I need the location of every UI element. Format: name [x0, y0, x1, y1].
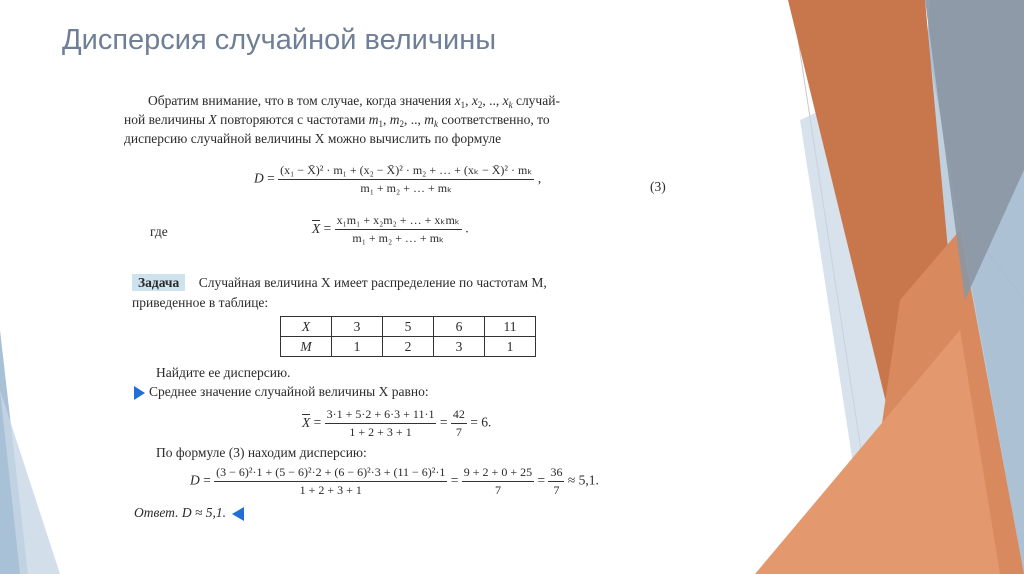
table-row — [281, 317, 536, 337]
by-formula-line: По формуле (3) находим дисперсию: — [156, 445, 367, 460]
distribution-table-wrap — [280, 316, 536, 357]
intro-line-1: Обратим внимание, что в том случае, когда значения $x_1$, $x_2$, .., $x_k$ случай- — [148, 93, 560, 110]
mean-calc-numerator: 3·1 + 5·2 + 6·3 + 11·1 — [325, 406, 437, 424]
task-tag: Задача — [132, 274, 185, 291]
task-line-1 — [132, 274, 547, 291]
variance-formula-numerator: (x₁ − X̄)² · m₁ + (x₂ − X̄)² · m₂ + … + (xₖ − X̄)² · mₖ — [278, 162, 534, 180]
mean-calc-denominator: 1 + 2 + 3 + 1 — [349, 425, 412, 439]
variance-calc-denominator: 1 + 2 + 3 + 1 — [299, 483, 362, 497]
where-label: где — [150, 224, 168, 239]
slide-title: Дисперсия случайной величины — [62, 24, 497, 56]
variance-result: ≈ 5,1. — [567, 472, 599, 488]
answer-text: Ответ. D ≈ 5,1. — [134, 505, 226, 520]
table-cell: 3 — [332, 317, 383, 337]
play-arrow-icon — [134, 386, 145, 400]
answer-line — [134, 504, 244, 521]
table-cell: 5 — [383, 317, 434, 337]
table-cell: 3 — [434, 337, 485, 357]
end-of-proof-icon — [232, 507, 244, 521]
intro-line-2: ной величины X повторяются с частотами $m_1$, $m_2$, .., $m_k$ соответственно, то — [124, 112, 550, 129]
table-cell: M — [281, 337, 332, 357]
variance-final-numerator: 36 — [548, 464, 564, 482]
table-row — [281, 337, 536, 357]
variance-calculation: D = $\frac{\text{(3 − 6)²·1 + (5 − 6)²·2 + (6 − 6)²·3 + (11 − 6)²·1}}{1 + 2 + 3 + 1}$ = $\frac{9 + 2 + 0 + 25}{7}$ = $\frac{36}{7}$ ≈ 5,1. — [190, 465, 599, 497]
mean-fraction-numerator: 42 — [451, 406, 467, 424]
mean-fraction-denominator: 7 — [455, 425, 462, 439]
table-cell: 2 — [383, 337, 434, 357]
mean-calculation: X = $\frac{3\cdot 1 + 5\cdot 2 + 6\cdot 3 + 11\cdot 1}{1 + 2 + 3 + 1}$ = $\frac{42}{7}$ = 6. — [302, 407, 492, 439]
table-cell: 1 — [485, 337, 536, 357]
variance-final-denominator: 7 — [553, 483, 560, 497]
variance-sum-denominator: 7 — [494, 483, 501, 497]
task-line-2: приведенное в таблице: — [132, 295, 269, 310]
find-instruction: Найдите ее дисперсию. — [156, 365, 291, 380]
variance-formula-denominator: m₁ + m₂ + … + mₖ — [360, 181, 453, 195]
mean-definition-denominator: m₁ + m₂ + … + mₖ — [352, 231, 445, 245]
intro-line-3: дисперсию случайной величины X можно вычислить по формуле — [124, 131, 502, 146]
table-cell: 11 — [485, 317, 536, 337]
mean-definition-numerator: x₁m₁ + x₂m₂ + … + xₖmₖ — [335, 212, 462, 230]
table-cell: 1 — [332, 337, 383, 357]
variance-calc-numerator: (3 − 6)²·1 + (5 − 6)²·2 + (6 − 6)²·3 + (11 − 6)²·1 — [214, 464, 447, 482]
mean-intro-line — [134, 383, 429, 400]
mean-definition-formula: X = $\frac{\text{x₁m₁ + x₂m₂ + … + xₖmₖ}}{\text{m₁ + m₂ + … + mₖ}}$ . — [312, 213, 469, 245]
variance-formula: D = $\frac{\text{(x₁ − X̄)² · m₁ + (x₂ − X̄)² · m₂ + … + (xₖ − X̄)² · mₖ}}{\text{m₁ + m₂ + … + mₖ}}$ , — [254, 163, 542, 195]
table-cell: X — [281, 317, 332, 337]
distribution-table — [280, 316, 536, 357]
mean-intro-text: Среднее значение случайной величины X равно: — [149, 384, 429, 399]
equation-number: (3) — [650, 179, 666, 194]
variance-sum-numerator: 9 + 2 + 0 + 25 — [462, 464, 534, 482]
mean-result: = 6. — [470, 414, 492, 430]
table-cell: 6 — [434, 317, 485, 337]
task-statement: Случайная величина X имеет распределение по частотам M, — [198, 275, 547, 290]
